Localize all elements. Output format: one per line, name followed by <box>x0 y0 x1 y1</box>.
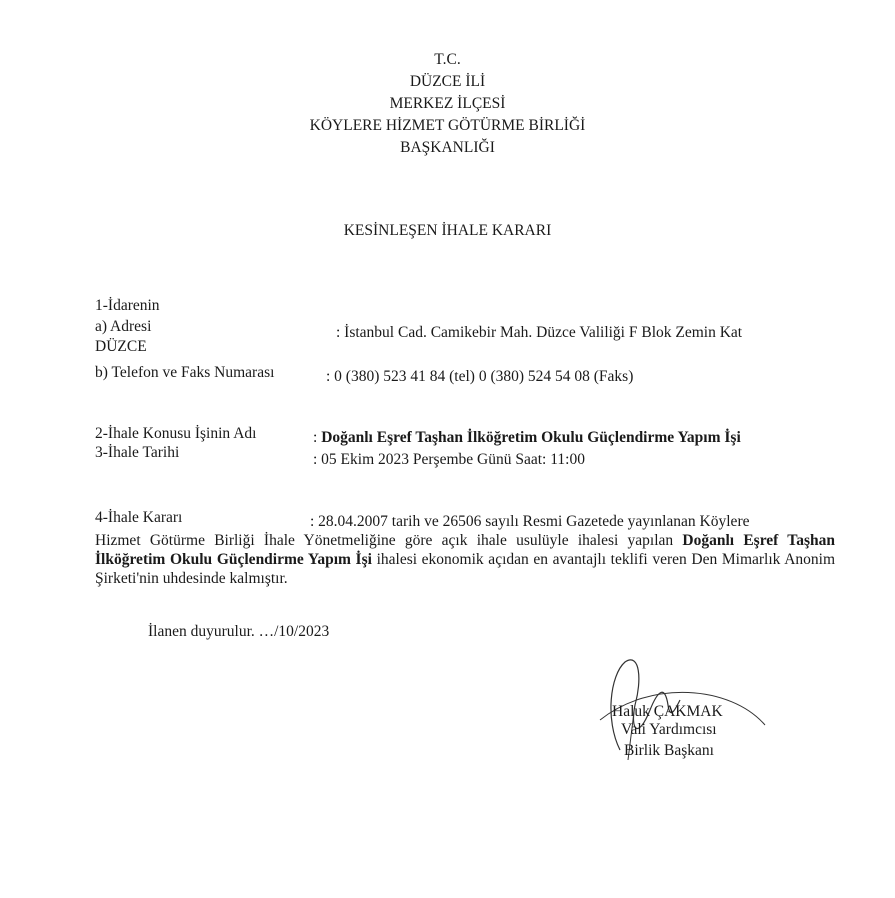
section4-first-line: : 28.04.2007 tarih ve 26506 sayılı Resmi Gazetede yayınlanan Köylere <box>310 513 750 530</box>
header-union: KÖYLERE HİZMET GÖTÜRME BİRLİĞİ <box>309 117 586 134</box>
announcement: İlanen duyurulur. …/10/2023 <box>148 623 330 640</box>
section4-label: 4-İhale Kararı <box>95 509 183 526</box>
section4-body-bold: Doğanlı Eşref Taşhan İlköğretim Okulu Güçlendirme Yapım İşi <box>95 532 835 568</box>
section2-colon: : <box>313 429 322 446</box>
header-tc: T.C. <box>434 51 461 68</box>
section2-value: Doğanlı Eşref Taşhan İlköğretim Okulu Güçlendirme Yapım İşi <box>321 429 741 446</box>
signatory-title: Vali Yardımcısı <box>621 721 717 738</box>
address-value: : İstanbul Cad. Camikebir Mah. Düzce Valiliği F Blok Zemin Kat <box>336 324 743 341</box>
header-province: DÜZCE İLİ <box>409 73 486 90</box>
section3-label: 3-İhale Tarihi <box>95 444 180 461</box>
section1-heading: 1-İdarenin <box>95 297 160 314</box>
signatory-role: Birlik Başkanı <box>624 742 714 759</box>
phone-label: b) Telefon ve Faks Numarası <box>95 364 275 381</box>
address-label: a) Adresi <box>95 318 152 335</box>
section4-body <box>95 531 835 588</box>
signatory-name: Haluk ÇAKMAK <box>612 703 723 720</box>
section4-body-text: Hizmet Götürme Birliği İhale Yönetmeliğine göre açık ihale usulüyle ihalesi yapılan <box>95 532 683 549</box>
document-title: KESİNLEŞEN İHALE KARARI <box>343 222 552 239</box>
phone-value: : 0 (380) 523 41 84 (tel) 0 (380) 524 54 08 (Faks) <box>326 368 634 385</box>
section2-line <box>313 428 741 447</box>
address-continuation: DÜZCE <box>95 338 147 355</box>
section2-label: 2-İhale Konusu İşinin Adı <box>95 425 257 442</box>
header-district: MERKEZ İLÇESİ <box>389 95 506 112</box>
section4-body-text2: ihalesi ekonomik açıdan en avantajlı teklifi veren Den Mimarlık Anonim Şirketi'nin uhdesinde kalmıştır. <box>95 551 835 587</box>
section3-value: : 05 Ekim 2023 Perşembe Günü Saat: 11:00 <box>313 451 585 468</box>
header-presidency: BAŞKANLIĞI <box>400 139 495 156</box>
